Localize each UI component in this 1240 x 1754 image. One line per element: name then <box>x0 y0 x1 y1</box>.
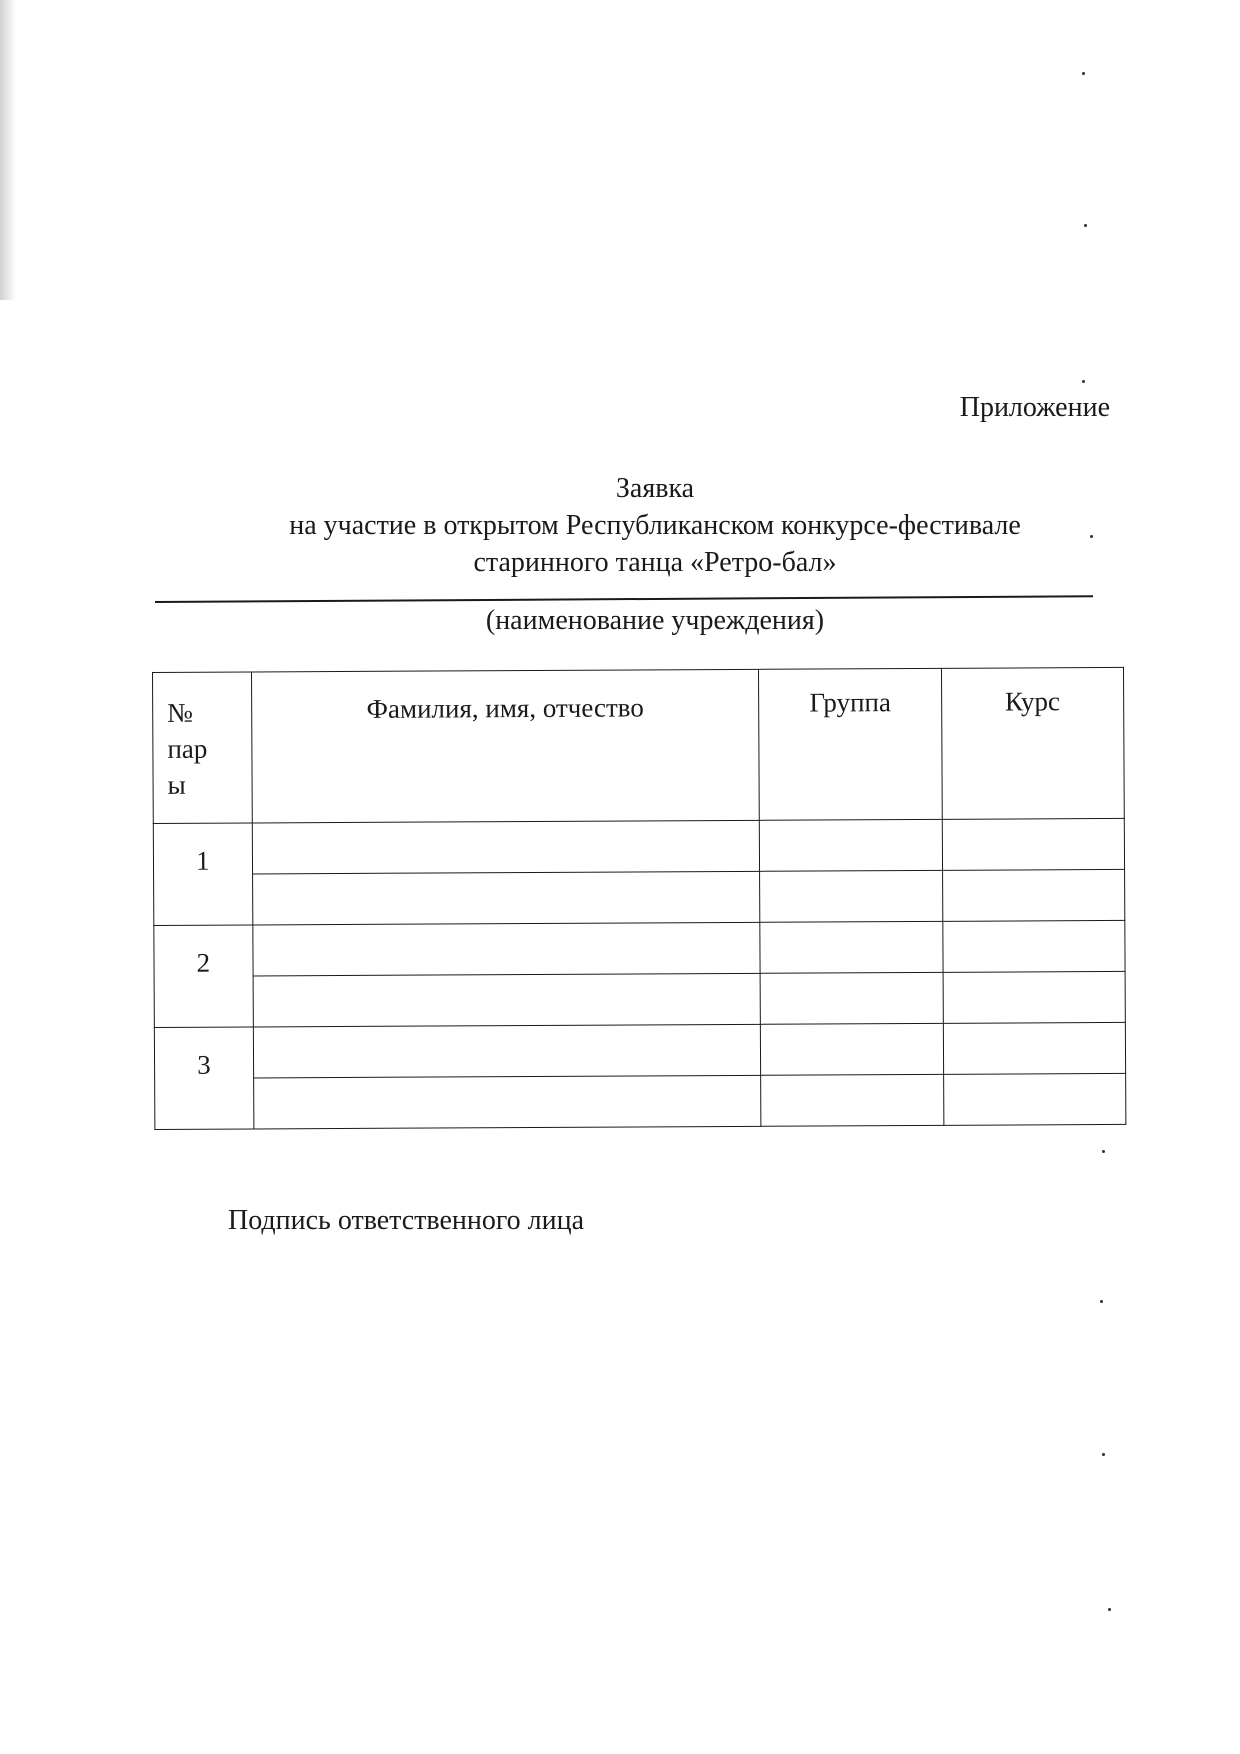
scan-speck <box>1084 224 1087 227</box>
header-number-sign: № <box>167 697 194 728</box>
title-line-3: старинного танца «Ретро-бал» <box>473 547 837 578</box>
participants-table <box>152 667 1126 1130</box>
appendix-label: Приложение <box>959 392 1110 423</box>
pair-number-cell: 2 <box>154 925 253 1028</box>
header-full-name: Фамилия, имя, отчество <box>251 669 759 823</box>
institution-caption: (наименование учреждения) <box>485 605 825 636</box>
document-title <box>150 470 1160 581</box>
scan-speck <box>1082 380 1085 383</box>
group-cell[interactable] <box>760 972 943 1024</box>
course-cell[interactable] <box>943 1022 1126 1074</box>
institution-name-line[interactable] <box>155 595 1093 603</box>
group-cell[interactable] <box>760 921 943 973</box>
header-group: Группа <box>759 668 942 820</box>
full-name-cell[interactable] <box>253 1075 761 1129</box>
title-line-1: Заявка <box>615 473 695 504</box>
table-header-row <box>153 667 1125 823</box>
header-number-word-part2: ы <box>167 769 186 800</box>
scan-speck <box>1100 1300 1103 1303</box>
full-name-cell[interactable] <box>253 922 761 976</box>
group-cell[interactable] <box>761 1023 944 1075</box>
table-row <box>155 1073 1126 1129</box>
table-row <box>154 1022 1125 1078</box>
scan-speck <box>1082 72 1085 75</box>
table-row <box>154 869 1125 925</box>
signature-label: Подпись ответственного лица <box>228 1205 585 1236</box>
scan-speck <box>1108 1608 1111 1611</box>
scan-shadow-edge <box>0 0 16 300</box>
group-cell[interactable] <box>761 1074 944 1126</box>
course-cell[interactable] <box>943 1073 1126 1125</box>
course-cell[interactable] <box>943 971 1126 1023</box>
title-line-2: на участие в открытом Республиканском конкурсе-фестивале <box>289 510 1021 541</box>
table-row <box>153 818 1124 874</box>
table-row <box>154 971 1125 1027</box>
table-row <box>154 920 1125 976</box>
header-pair-number <box>153 672 252 824</box>
group-cell[interactable] <box>760 819 943 871</box>
course-cell[interactable] <box>942 920 1125 972</box>
full-name-cell[interactable] <box>253 973 761 1027</box>
full-name-cell[interactable] <box>252 820 760 874</box>
header-course: Курс <box>941 667 1124 819</box>
scan-speck <box>1102 1453 1105 1456</box>
course-cell[interactable] <box>942 818 1125 870</box>
pair-number-cell: 1 <box>153 823 252 926</box>
scan-speck <box>1102 1150 1105 1153</box>
full-name-cell[interactable] <box>252 871 760 925</box>
header-number-word-part1: пар <box>167 733 208 764</box>
pair-number-cell: 3 <box>154 1027 253 1130</box>
group-cell[interactable] <box>760 870 943 922</box>
full-name-cell[interactable] <box>253 1024 761 1078</box>
course-cell[interactable] <box>942 869 1125 921</box>
